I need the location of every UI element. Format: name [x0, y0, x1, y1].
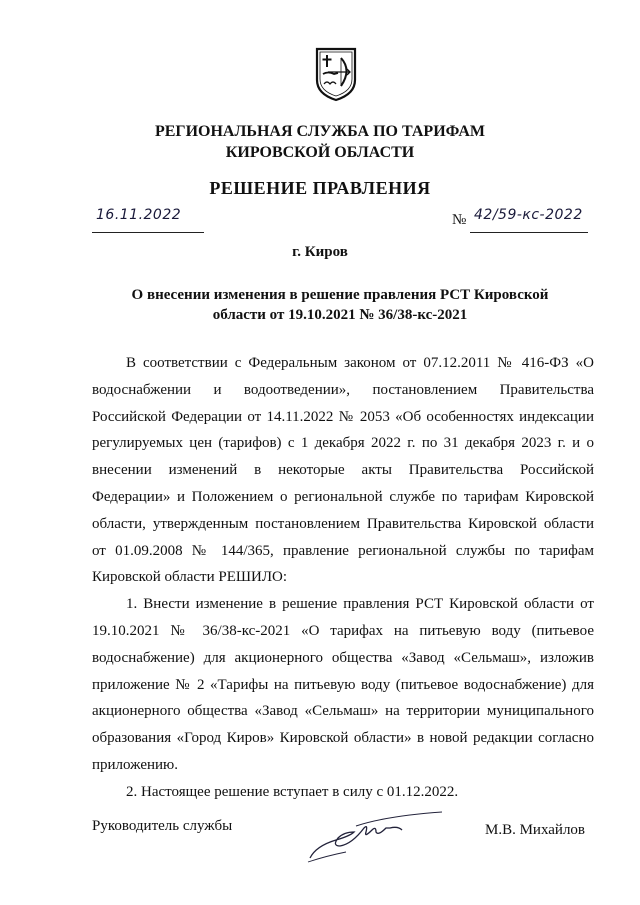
kirov-coat-of-arms-icon: [314, 46, 358, 102]
number-sign: №: [452, 212, 467, 228]
organization-name-line1: РЕГИОНАЛЬНАЯ СЛУЖБА ПО ТАРИФАМ: [154, 123, 486, 140]
subject-line1: О внесении изменения в решение правления РСТ Кировской: [131, 287, 549, 303]
handwritten-signature: [306, 806, 446, 866]
organization-name: [0, 121, 640, 163]
decision-item-1: 1. Внести изменение в решение правления РСТ Кировской области от 19.10.2021 № 36/38-кс-2021 «О тарифах на питьевую воду (питьевое водоснабжение) для акционерного общества «Завод «Сельмаш», изложив приложение № 2 «Тарифы на питьевую воду (питьевое водоснабжение) для акционерного общества «Завод «Сельмаш» на территории муниципального образования «Город Киров» Кировской области» в новой редакции согласно приложению.: [92, 596, 594, 773]
signer-title: Руководитель службы: [92, 818, 233, 834]
decision-item-2: 2. Настоящее решение вступает в силу с 01.12.2022.: [126, 783, 459, 800]
document-subject: [100, 285, 580, 325]
signer-name: М.В. Михайлов: [485, 822, 586, 838]
preamble-paragraph: В соответствии с Федеральным законом от 07.12.2011 № 416-ФЗ «О водоснабжении и водоотведении», постановлением Правительства Российской Федерации от 14.11.2022 № 2053 «Об особенностях индексации регулируемых цен (тарифов) с 1 декабря 2022 г. по 31 декабря 2023 г. и о внесении изменений в некоторые акты Правительства Российской Федерации» и Положением о региональной службе по тарифам Кировской области, утвержденным постановлением Правительства Кировской области от 01.09.2008 № 144/365, правление региональной службы по тарифам Кировской области РЕШИЛО:: [92, 355, 594, 586]
city-name: г. Киров: [292, 244, 348, 260]
document-type-title: РЕШЕНИЕ ПРАВЛЕНИЯ: [209, 178, 431, 198]
subject-line2: области от 19.10.2021 № 36/38-кс-2021: [212, 307, 468, 323]
organization-name-line2: КИРОВСКОЙ ОБЛАСТИ: [225, 144, 415, 161]
document-body: [92, 350, 594, 806]
document-number: 42/59-кс-2022: [474, 207, 583, 223]
document-date: 16.11.2022: [96, 207, 182, 223]
